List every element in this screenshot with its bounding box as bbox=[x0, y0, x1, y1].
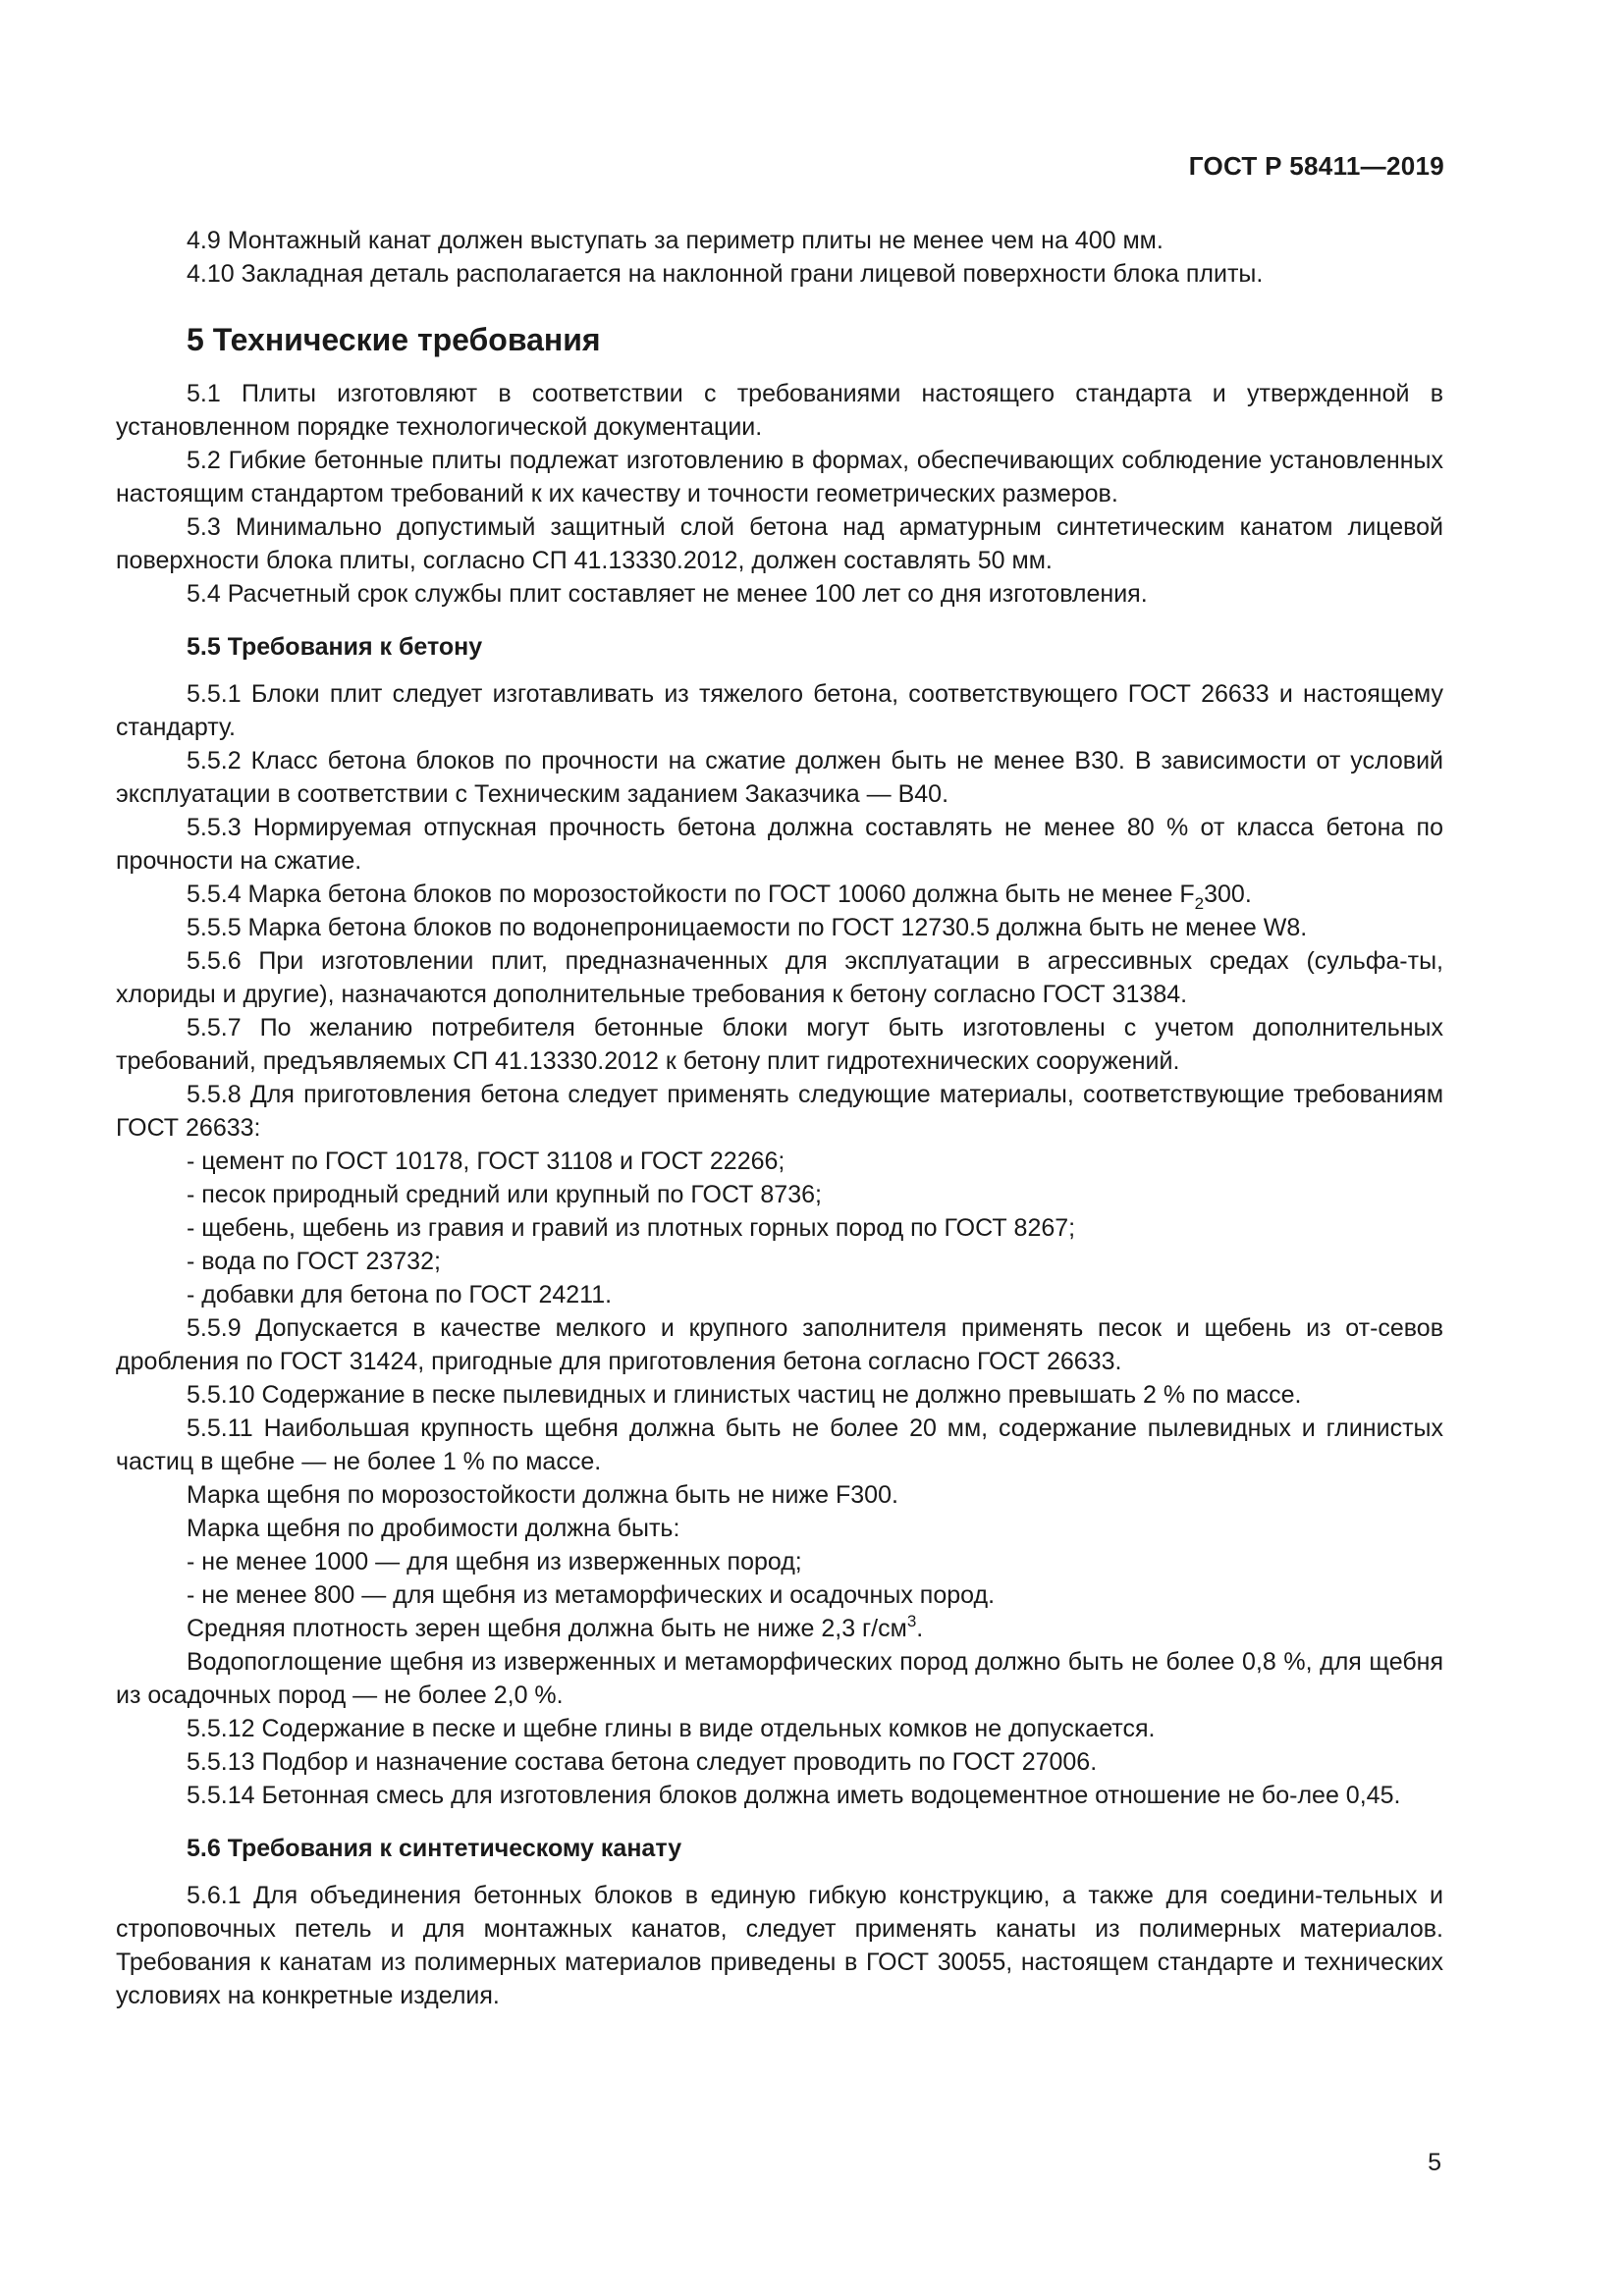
paragraph: 5.3 Минимально допустимый защитный слой бетона над арматурным синтетическим канатом лицевой поверхности блока плиты, согласно СП 41.13330.2012, должен составлять 50 мм. bbox=[116, 513, 1443, 574]
paragraph: 5.5.3 Нормируемая отпускная прочность бетона должна составлять не менее 80 % от класса бетона по прочности на сжатие. bbox=[116, 814, 1443, 875]
subsection-heading: 5.5 Требования к бетону bbox=[187, 633, 483, 661]
superscript-text: 3 bbox=[906, 1612, 917, 1630]
list-item: - песок природный средний или крупный по ГОСТ 8736; bbox=[187, 1181, 822, 1208]
list-item: - щебень, щебень из гравия и гравий из плотных горных пород по ГОСТ 8267; bbox=[187, 1214, 1076, 1242]
subscript-text: 2 bbox=[1194, 894, 1205, 913]
paragraph: 5.5.13 Подбор и назначение состава бетона следует проводить по ГОСТ 27006. bbox=[187, 1748, 1098, 1776]
paragraph: 5.5.2 Класс бетона блоков по прочности на сжатие должен быть не менее В30. В зависимости от условий эксплуатации в соответствии с Техническим заданием Заказчика — В40. bbox=[116, 747, 1443, 808]
paragraph-line: Марка щебня по дробимости должна быть: bbox=[187, 1515, 680, 1542]
document-body bbox=[116, 224, 1443, 2012]
list-item: - не менее 800 — для щебня из метаморфических и осадочных пород. bbox=[187, 1581, 996, 1609]
subsection-heading: 5.6 Требования к синтетическому канату bbox=[187, 1835, 682, 1862]
paragraph: 5.5.11 Наибольшая крупность щебня должна быть не более 20 мм, содержание пылевидных и глинистых частиц в щебне — не более 1 % по массе. bbox=[116, 1415, 1443, 1475]
paragraph: 5.4 Расчетный срок службы плит составляет не менее 100 лет со дня изготовления. bbox=[187, 580, 1148, 608]
paragraph: 5.5.10 Содержание в песке пылевидных и глинистых частиц не должно превышать 2 % по массе. bbox=[187, 1381, 1302, 1409]
list-item: - вода по ГОСТ 23732; bbox=[187, 1248, 441, 1275]
paragraph: 5.2 Гибкие бетонные плиты подлежат изготовлению в формах, обеспечивающих соблюдение установленных настоящим стандартом требований к их качеству и точности геометрических размеров. bbox=[116, 447, 1443, 507]
paragraph: Водопоглощение щебня из изверженных и метаморфических пород должно быть не более 0,8 %, для щебня из осадочных пород — не более 2,0 %. bbox=[116, 1648, 1443, 1709]
paragraph: 5.5.9 Допускается в качестве мелкого и крупного заполнителя применять песок и щебень из от-севов дробления по ГОСТ 31424, пригодные для приготовления бетона согласно ГОСТ 26633. bbox=[116, 1314, 1443, 1375]
list-item: - не менее 1000 — для щебня из изверженных пород; bbox=[187, 1548, 802, 1575]
paragraph: 4.9 Монтажный канат должен выступать за периметр плиты не менее чем на 400 мм. bbox=[187, 227, 1164, 254]
paragraph: 5.5.12 Содержание в песке и щебне глины в виде отдельных комков не допускается. bbox=[187, 1715, 1156, 1742]
paragraph: 5.5.5 Марка бетона блоков по водонепроницаемости по ГОСТ 12730.5 должна быть не менее W8. bbox=[187, 914, 1308, 941]
paragraph: 5.5.7 По желанию потребителя бетонные блоки могут быть изготовлены с учетом дополнительных требований, предъявляемых СП 41.13330.2012 к бетону плит гидротехнических сооружений. bbox=[116, 1014, 1443, 1075]
document-id-header: ГОСТ Р 58411—2019 bbox=[1188, 151, 1444, 181]
paragraph-text: Средняя плотность зерен щебня должна быть не ниже 2,3 г/см bbox=[187, 1615, 907, 1642]
paragraph: 5.5.14 Бетонная смесь для изготовления блоков должна иметь водоцементное отношение не бо-лее 0,45. bbox=[187, 1782, 1401, 1809]
paragraph-text: 300. bbox=[1204, 881, 1252, 908]
paragraph-line bbox=[116, 1612, 1443, 1645]
paragraph-text: . bbox=[916, 1615, 924, 1642]
paragraph-text: 5.5.4 Марка бетона блоков по морозостойкости по ГОСТ 10060 должна быть не менее F bbox=[187, 881, 1195, 908]
paragraph bbox=[116, 878, 1443, 911]
list-item: - цемент по ГОСТ 10178, ГОСТ 31108 и ГОСТ 22266; bbox=[187, 1148, 785, 1175]
page-number: 5 bbox=[1428, 2149, 1441, 2176]
paragraph: 5.5.8 Для приготовления бетона следует применять следующие материалы, соответствующие требованиям ГОСТ 26633: bbox=[116, 1081, 1443, 1142]
paragraph: 4.10 Закладная деталь располагается на наклонной грани лицевой поверхности блока плиты. bbox=[187, 260, 1264, 288]
paragraph: 5.1 Плиты изготовляют в соответствии с требованиями настоящего стандарта и утвержденной в установленном порядке технологической документации. bbox=[116, 380, 1443, 441]
section-heading: 5 Технические требования bbox=[187, 322, 601, 357]
paragraph: 5.6.1 Для объединения бетонных блоков в единую гибкую конструкцию, а также для соедини-тельных и строповочных петель и для монтажных канатов, следует применять канаты из полимерных материалов. Требования к канатам из полимерных материалов приведены в ГОСТ 30055, настоящем стандарте и технических условиях на конкретные изделия. bbox=[116, 1882, 1443, 2009]
paragraph: 5.5.1 Блоки плит следует изготавливать из тяжелого бетона, соответствующего ГОСТ 26633 и настоящему стандарту. bbox=[116, 680, 1443, 741]
list-item: - добавки для бетона по ГОСТ 24211. bbox=[187, 1281, 613, 1308]
paragraph: 5.5.6 При изготовлении плит, предназначенных для эксплуатации в агрессивных средах (сульфа-ты, хлориды и другие), назначаются дополнительные требования к бетону согласно ГОСТ 31384. bbox=[116, 947, 1443, 1008]
paragraph-line: Марка щебня по морозостойкости должна быть не ниже F300. bbox=[187, 1481, 898, 1509]
